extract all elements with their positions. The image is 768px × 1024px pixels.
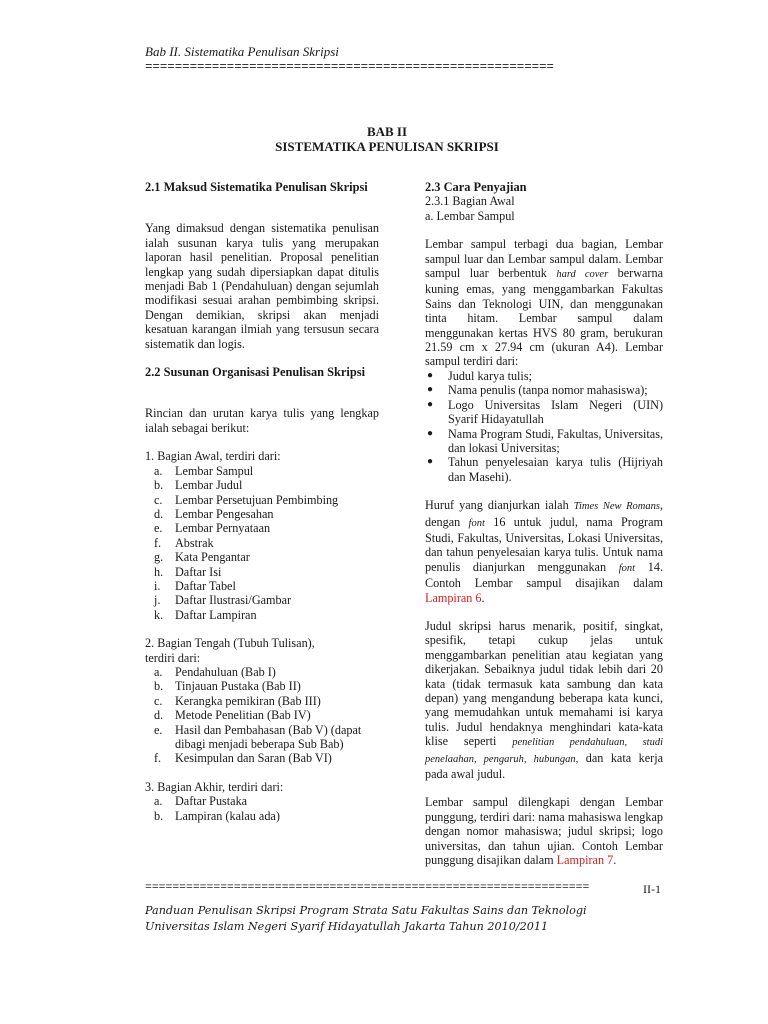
- chapter-title: SISTEMATIKA PENULISAN SKRIPSI: [275, 139, 499, 154]
- list-item: ● Tahun penyelesaian karya tulis (Hijriyah dan Masehi).: [427, 455, 663, 484]
- group-3-title: 3. Bagian Akhir, terdiri dari:: [145, 779, 284, 794]
- bullet-icon: ●: [427, 427, 434, 439]
- list-item: a. Pendahuluan (Bab I): [154, 664, 276, 679]
- list-item: b. Lembar Judul: [154, 478, 243, 493]
- list-item: c. Lembar Persetujuan Pembimbing: [154, 492, 339, 507]
- paragraph-spine: Lembar sampul dilengkapi dengan Lembar punggung, terdiri dari: nama mahasiswa lengkap dengan nomor mahasiswa; judul skripsi; logo universitas, dan tahun ujian. Contoh Lembar punggung disajikan dalam Lampiran 7.: [425, 795, 663, 868]
- subsection-heading: 2.3.1 Bagian Awal: [425, 194, 515, 209]
- right-column: [425, 180, 663, 867]
- list-item: f. Kesimpulan dan Saran (Bab VI): [154, 751, 332, 766]
- bullet-icon: ●: [427, 456, 434, 468]
- page-number: II-1: [643, 882, 661, 896]
- section-2-1-heading: 2.1 Maksud Sistematika Penulisan Skripsi: [145, 180, 368, 194]
- list-item: h. Daftar Isi: [154, 564, 222, 579]
- chapter-number: BAB II: [366, 124, 408, 139]
- list-item: f. Abstrak: [154, 535, 214, 550]
- paragraph-cover: Lembar sampul terbagi dua bagian, Lembar sampul luar dan Lembar sampul dalam. Lembar sampul luar berbentuk hard cover berwarna kuning emas, yang menggambarkan Fakultas Sains dan Teknologi UIN, dan menggunakan tinta hitam. Lembar sampul dalam menggunakan kertas HVS 80 gram, berukuran 21.59 cm x 27.94 cm (ukuran A4). Lembar sampul terdiri dari:: [425, 237, 663, 369]
- bullet-icon: ●: [427, 398, 434, 410]
- running-header: Bab II. Sistematika Penulisan Skripsi: [145, 44, 339, 59]
- list-item: a. Lembar Sampul: [154, 463, 254, 478]
- footer: [145, 903, 587, 934]
- emphasis: font: [468, 517, 485, 529]
- emphasis: hard cover: [556, 269, 609, 281]
- lampiran-7-link[interactable]: Lampiran 7: [556, 853, 614, 868]
- group-1-list: [145, 464, 379, 622]
- bullet-icon: ●: [427, 369, 434, 381]
- paragraph-font: Huruf yang dianjurkan ialah Times New Romans, dengan font 16 untuk judul, nama Program Studi, Fakultas, Universitas, Lokasi Universitas, dan tahun penyelesaian karya tulis. Untuk nama penulis dianjurkan menggunakan font 14. Contoh Lembar sampul disajikan dalam Lampiran 6.: [425, 498, 664, 605]
- list-item: i. Daftar Tabel: [154, 578, 236, 593]
- emphasis: Times New Romans: [573, 501, 660, 513]
- list-item: d. Metode Penelitian (Bab IV): [154, 708, 311, 723]
- group-2-list: [145, 665, 379, 766]
- emphasis: penelitian pendahuluan, studi penelaahan, pengaruh, hubungan,: [425, 737, 663, 765]
- left-column: [145, 180, 379, 823]
- footer-line-2: Universitas Islam Negeri Syarif Hidayatullah Jakarta Tahun 2010/2011: [145, 919, 549, 933]
- list-item: b. Tinjauan Pustaka (Bab II): [154, 679, 301, 694]
- group-2-title: 2. Bagian Tengah (Tubuh Tulisan), terdiri dari:: [145, 636, 315, 665]
- lampiran-6-link[interactable]: Lampiran 6: [425, 590, 482, 605]
- section-2-3-heading: 2.3 Cara Penyajian: [425, 180, 527, 194]
- footer-line-1: Panduan Penulisan Skripsi Program Strata Satu Fakultas Sains dan Teknologi: [145, 904, 587, 917]
- group-3-list: [145, 794, 379, 823]
- list-item: ● Nama penulis (tanpa nomor mahasiswa);: [427, 383, 648, 398]
- section-2-2-heading: 2.2 Susunan Organisasi Penulisan Skripsi: [145, 365, 366, 380]
- paragraph-title: Judul skripsi harus menarik, positif, singkat, spesifik, tetapi cukup jelas untuk menggambarkan penelitian atau kegiatan yang dikerjakan. Sebaiknya judul tidak lebih dari 20 kata (tidak termasuk kata sambung dan kata depan) yang mengandung beberapa kata kunci, yang memudahkan untuk memahami isi karya tulis. Judul hendaknya menghindari kata-kata klise seperti penelitian pendahuluan, studi penelaahan, pengaruh, hubungan, dan kata kerja pada awal judul.: [425, 618, 663, 782]
- subsubsection-heading: a. Lembar Sampul: [425, 208, 515, 223]
- list-item: a. Daftar Pustaka: [154, 794, 248, 809]
- header-rule: =======================================================: [145, 60, 554, 74]
- emphasis: font: [618, 562, 636, 574]
- list-item: e. Hasil dan Pembahasan (Bab V) (dapat dibagi menjadi beberapa Sub Bab): [154, 722, 362, 751]
- list-item: j. Daftar Ilustrasi/Gambar: [154, 593, 292, 608]
- group-1-title: 1. Bagian Awal, terdiri dari:: [145, 449, 281, 464]
- list-item: ● Nama Program Studi, Fakultas, Universitas, dan lokasi Universitas;: [427, 426, 663, 455]
- list-item: e. Lembar Pernyataan: [154, 521, 271, 536]
- bullet-icon: ●: [427, 384, 434, 396]
- list-item: d. Lembar Pengesahan: [154, 506, 274, 521]
- list-item: ● Logo Universitas Islam Negeri (UIN) Syarif Hidayatullah: [427, 397, 663, 427]
- section-2-1-text: Yang dimaksud dengan sistematika penulisan ialah susunan karya tulis yang merupakan laporan hasil penelitian. Proposal penelitian lengkap yang sudah dipersiapkan dapat ditulis menjadi Bab 1 (Pendahuluan) dengan sejumlah modifikasi sesuai arahan pembimbing skripsi. Dengan demikian, skripsi akan menjadi kesatuan karangan ilmiah yang tersusun secara sistematik dan logis.: [145, 221, 379, 351]
- list-item: g. Kata Pengantar: [154, 550, 250, 565]
- cover-contents-list: [425, 369, 663, 484]
- list-item: c. Kerangka pemikiran (Bab III): [154, 693, 321, 708]
- section-2-2-text: Rincian dan urutan karya tulis yang lengkap ialah sebagai berikut:: [145, 406, 379, 435]
- footer-rule: =================================================================: [145, 882, 590, 894]
- list-item: ● Judul karya tulis;: [427, 368, 532, 383]
- list-item: k. Daftar Lampiran: [154, 607, 257, 622]
- list-item: b. Lampiran (kalau ada): [154, 808, 280, 823]
